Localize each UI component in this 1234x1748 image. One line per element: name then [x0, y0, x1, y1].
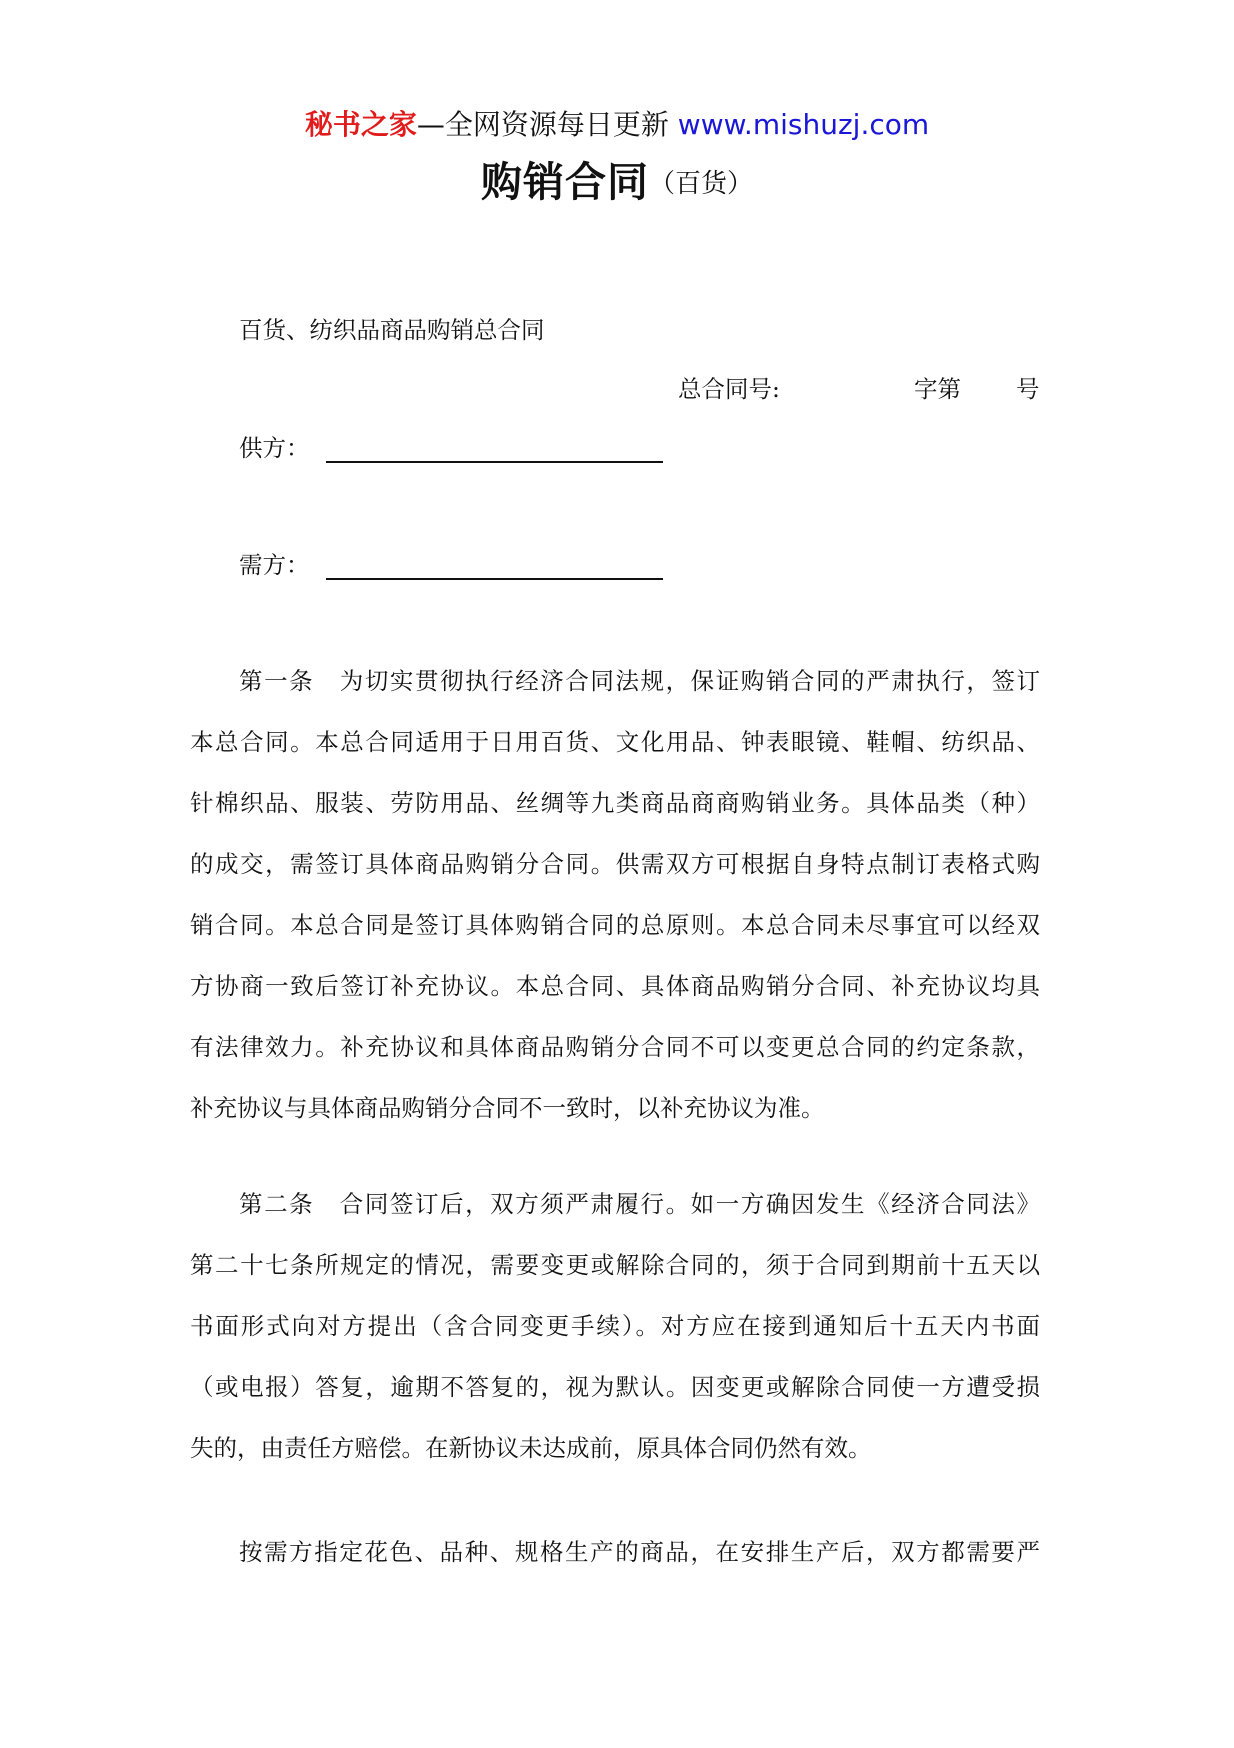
article-2-line: 失的，由责任方赔偿。在新协议未达成前，原具体合同仍然有效。 [190, 1434, 872, 1462]
article-1-line: 补充协议与具体商品购销分合同不一致时，以补充协议为准。 [190, 1094, 825, 1122]
article-1-line: 针棉织品、服装、劳防用品、丝绸等九类商品商商购销业务。具体品类（种） [190, 789, 1040, 817]
paragraph-3-line: 按需方指定花色、品种、规格生产的商品，在安排生产后，双方都需要严 [239, 1538, 1040, 1566]
article-2 [190, 1189, 1040, 1494]
buyer-row [239, 550, 669, 584]
article-1-line: 的成交，需签订具体商品购销分合同。供需双方可根据自身特点制订表格式购 [190, 850, 1040, 878]
article-2-line: 第二十七条所规定的情况，需要变更或解除合同的，须于合同到期前十五天以 [190, 1251, 1040, 1279]
contract-subtitle: 百货、纺织品商品购销总合同 [239, 316, 545, 344]
supplier-label: 供方： [239, 434, 310, 462]
site-brand: 秘书之家 [304, 108, 417, 141]
contract-number-label: 总合同号: [678, 375, 780, 403]
article-2-line: 书面形式向对方提出（含合同变更手续）。对方应在接到通知后十五天内书面 [190, 1312, 1040, 1340]
supplier-blank-field[interactable] [326, 461, 663, 463]
document-title [0, 152, 1234, 221]
document-title-main: 购销合同 [480, 158, 649, 206]
article-2-text: 合同签订后，双方须严肃履行。如一方确因发生《经济合同法》 [338, 1190, 1041, 1218]
contract-number-zi-di: 字第 [914, 375, 961, 403]
article-2-line [190, 1189, 1040, 1219]
article-1-line: 销合同。本总合同是签订具体购销合同的总原则。本总合同未尽事宜可以经双 [190, 911, 1040, 939]
article-1 [190, 666, 1040, 1154]
site-header [0, 103, 1234, 147]
site-url-link[interactable]: www.mishuzj.com [677, 108, 930, 141]
article-1-line [190, 666, 1040, 696]
article-1-text: 为切实贯彻执行经济合同法规，保证购销合同的严肃执行，签订 [338, 667, 1041, 695]
paragraph-3 [190, 1537, 1040, 1567]
article-1-line: 本总合同。本总合同适用于日用百货、文化用品、钟表眼镜、鞋帽、纺织品、 [190, 728, 1040, 756]
buyer-label: 需方： [239, 551, 310, 579]
article-2-line: （或电报）答复，逾期不答复的，视为默认。因变更或解除合同使一方遭受损 [190, 1373, 1040, 1401]
site-slogan: —全网资源每日更新 [416, 108, 669, 141]
contract-number-hao: 号 [1016, 375, 1040, 403]
article-1-line: 有法律效力。补充协议和具体商品购销分合同不可以变更总合同的约定条款， [190, 1033, 1040, 1061]
article-2-heading: 第二条 [239, 1190, 315, 1218]
document-title-sub: （百货） [648, 169, 753, 199]
article-1-heading: 第一条 [239, 667, 315, 695]
buyer-blank-field[interactable] [326, 578, 663, 580]
article-1-line: 方协商一致后签订补充协议。本总合同、具体商品购销分合同、补充协议均具 [190, 972, 1040, 1000]
supplier-row [239, 433, 669, 467]
